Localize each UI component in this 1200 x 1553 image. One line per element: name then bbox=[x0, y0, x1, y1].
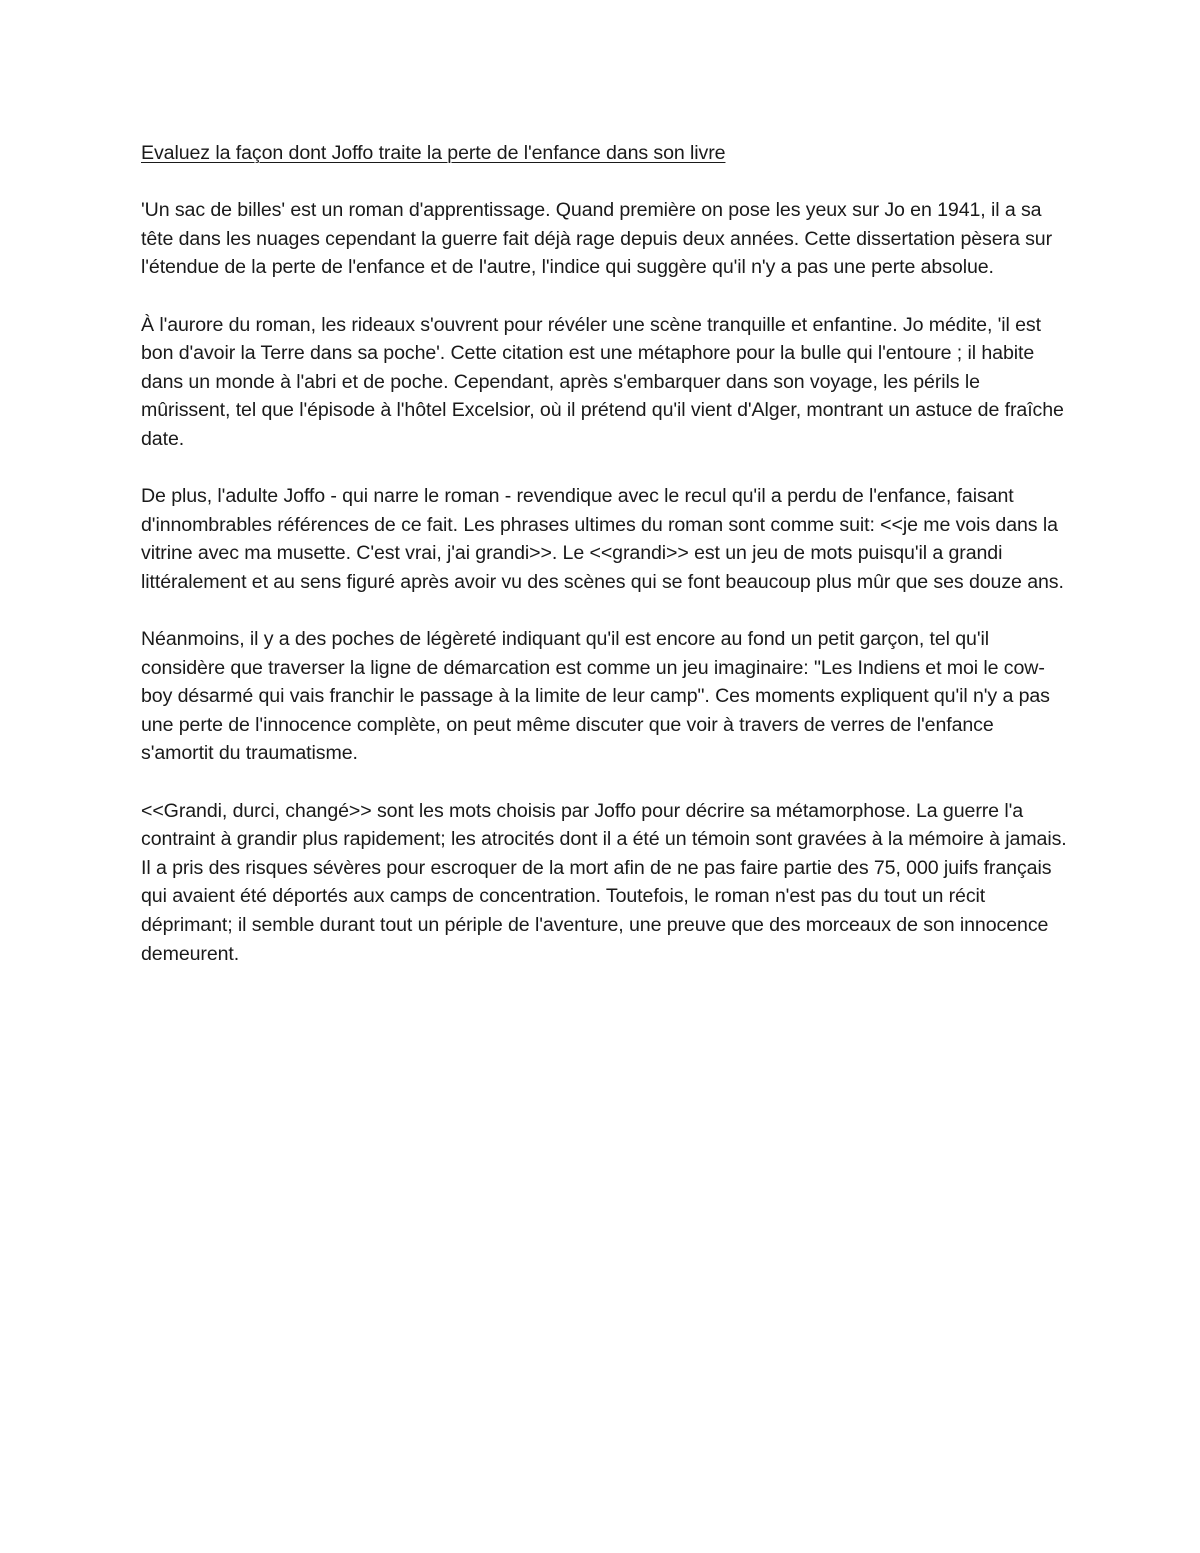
paragraph-aurore: À l'aurore du roman, les rideaux s'ouvrent pour révéler une scène tranquille et enfantine. Jo médite, 'il est bon d'avoir la Terre dans sa poche'. Cette citation est une métaphore pour la bulle qui l'entoure ; il habite dans un monde à l'abri et de poche. Cependant, après s'embarquer dans son voyage, les périls le mûrissent, tel que l'épisode à l'hôtel Excelsior, où il prétend qu'il vient d'Alger, montrant un astuce de fraîche date. bbox=[141, 313, 1064, 450]
paragraph-introduction: 'Un sac de billes' est un roman d'apprentissage. Quand première on pose les yeux sur Jo en 1941, il a sa tête dans les nuages cependant la guerre fait déjà rage depuis deux années. Cette dissertation pèsera sur l'étendue de la perte de l'enfance et de l'autre, l'indice qui suggère qu'il n'y a pas une perte absolue. bbox=[141, 199, 1053, 279]
paragraph-neanmoins: Néanmoins, il y a des poches de légèreté indiquant qu'il est encore au fond un petit garçon, tel qu'il considère que traverser la ligne de démarcation est comme un jeu imaginaire: "Les Indiens et moi le cow-boy désarmé qui vais franchir le passage à la limite de leur camp". Ces moments expliquent qu'il n'y a pas une perte de l'innocence complète, on peut même discuter que voir à travers de verres de l'enfance s'amortit du traumatisme. bbox=[141, 628, 1050, 765]
document-body bbox=[141, 139, 1071, 968]
paragraph-conclusion: <<Grandi, durci, changé>> sont les mots choisis par Joffo pour décrire sa métamorphose. La guerre l'a contraint à grandir plus rapidement; les atrocités dont il a été un témoin sont gravées à la mémoire à jamais. Il a pris des risques sévères pour escroquer de la mort afin de ne pas faire partie des 75, 000 juifs français qui avaient été déportés aux camps de concentration. Toutefois, le roman n'est pas du tout un récit déprimant; il semble durant tout un périple de l'aventure, une preuve que des morceaux de son innocence demeurent. bbox=[141, 799, 1067, 965]
paragraph-de-plus: De plus, l'adulte Joffo - qui narre le roman - revendique avec le recul qu'il a perdu de l'enfance, faisant d'innombrables références de ce fait. Les phrases ultimes du roman sont comme suit: <<je me vois dans la vitrine avec ma musette. C'est vrai, j'ai grandi>>. Le <<grandi>> est un jeu de mots puisqu'il a grandi littéralement et au sens figuré après avoir vu des scènes qui se font beaucoup plus mûr que ses douze ans. bbox=[141, 485, 1064, 593]
document-title: Evaluez la façon dont Joffo traite la perte de l'enfance dans son livre bbox=[141, 142, 726, 164]
